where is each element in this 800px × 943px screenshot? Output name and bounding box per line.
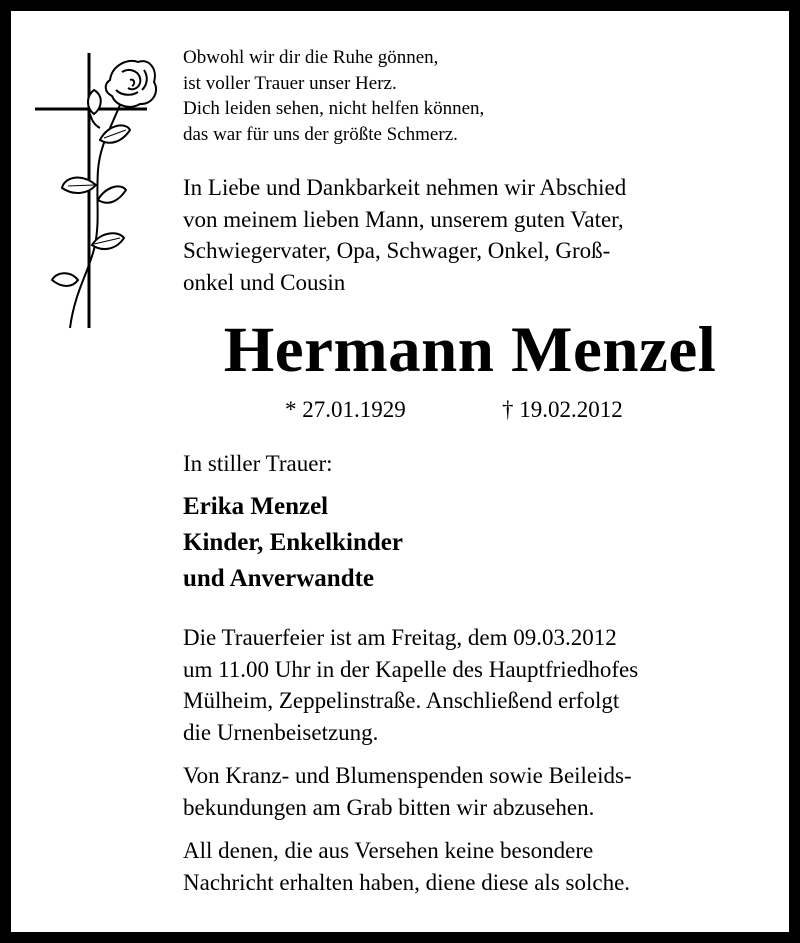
mourner-name: Erika Menzel [183, 493, 329, 520]
funeral-line: Mülheim, Zeppelinstraße. Anschließend erfolgt [183, 688, 620, 713]
poem-line: Dich leiden sehen, nicht helfen können, [183, 98, 485, 119]
mourning-label: In stiller Trauer: [183, 451, 333, 476]
funeral-line: die Urnenbeisetzung. [183, 719, 379, 745]
intro-line: Schwiegervater, Opa, Schwager, Onkel, Groß- [183, 238, 611, 263]
mourner-name: und Anverwandte [183, 565, 375, 592]
birth-date: * 27.01.1929 [285, 397, 406, 422]
notice-statement [183, 835, 630, 898]
poem [183, 45, 484, 147]
poem-line: ist voller Trauer unser Herz. [183, 72, 397, 94]
intro-line: In Liebe und Dankbarkeit nehmen wir Abschied [183, 175, 627, 200]
farewell-intro [183, 172, 626, 298]
flowers-line: Von Kranz- und Blumenspenden sowie Beileids- [183, 763, 632, 788]
funeral-line: um 11.00 Uhr in der Kapelle des Hauptfriedhofes [183, 656, 639, 682]
notice-line: Nachricht erhalten haben, diene diese als solche. [183, 869, 631, 895]
mourners-list [183, 489, 403, 597]
notice-line: All denen, die aus Versehen keine besondere [183, 838, 594, 863]
deceased-name: Hermann Menzel [223, 314, 717, 386]
funeral-line: Die Trauerfeier ist am Freitag, dem 09.03.2012 [183, 625, 617, 650]
intro-line: von meinem lieben Mann, unserem guten Vater, [183, 206, 624, 232]
cross-with-rose-icon [30, 50, 160, 330]
intro-line: onkel und Cousin [183, 269, 346, 295]
poem-line: das war für uns der größte Schmerz. [183, 123, 458, 145]
flowers-request [183, 760, 632, 823]
funeral-details [183, 622, 638, 748]
death-date: † 19.02.2012 [502, 397, 623, 422]
mourner-name: Kinder, Enkelkinder [183, 529, 403, 556]
flowers-line: bekundungen am Grab bitten wir abzusehen. [183, 794, 595, 820]
rose-blossom [106, 61, 156, 107]
poem-line: Obwohl wir dir die Ruhe gönnen, [183, 47, 439, 68]
